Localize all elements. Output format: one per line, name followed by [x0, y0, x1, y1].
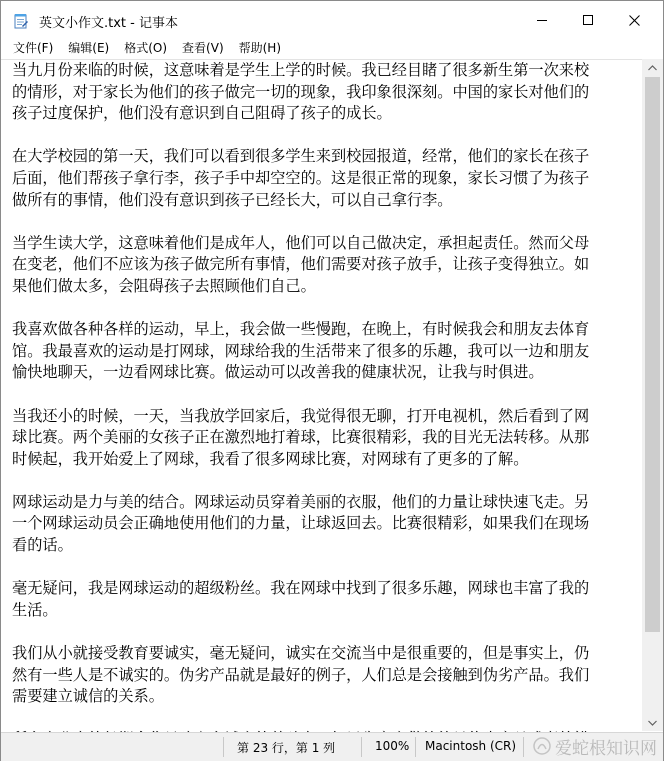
notepad-icon: [13, 13, 29, 29]
text-line[interactable]: 我们从小就接受教育要诚实，毫无疑问，诚实在交流当中是很重要的，但是事实上，仍: [12, 644, 590, 663]
text-line[interactable]: [12, 470, 638, 492]
maximize-button[interactable]: [565, 1, 611, 39]
title-bar[interactable]: [1, 1, 663, 39]
menu-format[interactable]: 格式(O): [124, 41, 168, 55]
close-icon: [629, 15, 640, 26]
text-line[interactable]: 一个网球运动员会正确地使用他们的力量，让球返回去。比赛很精彩，如果我们在现场: [12, 514, 590, 533]
scrollbar-thumb[interactable]: [645, 77, 660, 632]
text-line[interactable]: 时候起，我开始爱上了网球，我看了很多网球比赛，对网球有了更多的了解。: [12, 449, 529, 468]
menu-view[interactable]: 查看(V): [182, 41, 224, 55]
zoom-level: 100%: [375, 739, 410, 753]
vertical-scrollbar[interactable]: [642, 59, 663, 731]
text-line[interactable]: 在大学校园的第一天，我们可以看到很多学生来到校园报道，经常，他们的家长在孩子: [12, 147, 590, 166]
text-line[interactable]: 做所有的事情，他们没有意识到孩子已经长大，可以自己拿行李。: [12, 190, 453, 209]
watermark-text: 爱蛇根知识网: [555, 738, 657, 759]
close-button[interactable]: [611, 1, 657, 39]
watermark-logo-icon: [533, 737, 551, 755]
text-line[interactable]: 毫无疑问，我是网球运动的超级粉丝。我在网球中找到了很多乐趣，网球也丰富了我的: [12, 579, 590, 598]
menu-edit[interactable]: 编辑(E): [68, 41, 110, 55]
text-line[interactable]: 馆。我最喜欢的运动是打网球，网球给我的生活带来了很多的乐趣，我可以一边和朋友: [12, 341, 590, 360]
status-divider: [361, 737, 362, 757]
text-line[interactable]: 后面，他们帮孩子拿行李，孩子手中却空空的。这是很正常的现象，家长习惯了为孩子: [12, 168, 590, 187]
minimize-button[interactable]: [519, 1, 565, 39]
watermark: [533, 732, 657, 760]
chevron-down-icon: [648, 720, 657, 726]
window-title: 英文小作文.txt - 记事本: [39, 16, 178, 31]
status-divider: [523, 737, 524, 757]
text-line[interactable]: 网球运动是力与美的结合。网球运动员穿着美丽的衣服，他们的力量让球快速飞走。另: [12, 492, 590, 511]
menu-help[interactable]: 帮助(H): [238, 41, 282, 55]
text-line[interactable]: 然有一些人是不诚实的。伪劣产品就是最好的例子，人们总是会接触到伪劣产品。我们: [12, 665, 590, 684]
document-text[interactable]: [12, 60, 638, 732]
text-line[interactable]: 球比赛。两个美丽的女孩子正在激烈地打着球，比赛很精彩，我的目光无法转移。从那: [12, 428, 590, 447]
scroll-down-button[interactable]: [642, 714, 663, 731]
text-line[interactable]: 当九月份来临的时候，这意味着是学生上学的时候。我已经目睹了很多新生第一次来校: [12, 61, 590, 79]
scroll-up-button[interactable]: [642, 59, 663, 76]
text-line[interactable]: 孩子过度保护，他们没有意识到自己阻碍了孩子的成长。: [12, 104, 392, 123]
text-line[interactable]: [12, 125, 638, 147]
text-line[interactable]: 果他们做太多，会阻碍孩子去照顾他们自己。: [12, 276, 316, 295]
text-line[interactable]: 看的话。: [12, 536, 73, 555]
minimize-icon: [537, 15, 547, 25]
text-line[interactable]: 的情形，对于家长为他们的孩子做完一切的现象，我印象很深刻。中国的家长对他们的: [12, 82, 590, 101]
text-line[interactable]: [12, 708, 638, 730]
text-editor[interactable]: [1, 59, 642, 732]
menu-bar: [1, 39, 663, 58]
text-line[interactable]: 当学生读大学，这意味着他们是成年人，他们可以自己做决定，承担起责任。然而父母: [12, 233, 590, 252]
chevron-up-icon: [648, 65, 657, 71]
text-line[interactable]: 在变老，他们不应该为孩子做完所有事情，他们需要对孩子放手，让孩子变得独立。如: [12, 255, 590, 274]
status-divider: [223, 737, 224, 757]
menu-file[interactable]: 文件(F): [13, 41, 54, 55]
text-line[interactable]: 需要建立诚信的关系。: [12, 687, 164, 706]
cursor-position: 第 23 行，第 1 列: [237, 741, 336, 755]
text-line[interactable]: [12, 621, 638, 643]
text-line[interactable]: 生活。: [12, 600, 58, 619]
text-line[interactable]: 我喜欢做各种各样的运动，早上，我会做一些慢跑，在晚上，有时候我会和朋友去体育: [12, 320, 590, 339]
text-line[interactable]: [12, 384, 638, 406]
text-line[interactable]: [12, 298, 638, 320]
text-line[interactable]: [12, 211, 638, 233]
maximize-icon: [583, 15, 593, 25]
text-line[interactable]: [12, 557, 638, 579]
status-divider: [415, 737, 416, 757]
line-ending: Macintosh (CR): [425, 739, 517, 753]
text-line[interactable]: 愉快地聊天，一边看网球比赛。做运动可以改善我的健康状况，让我与时俱进。: [12, 363, 544, 382]
text-line[interactable]: 当我还小的时候，一天，当我放学回家后，我觉得很无聊，打开电视机，然后看到了网: [12, 406, 590, 425]
